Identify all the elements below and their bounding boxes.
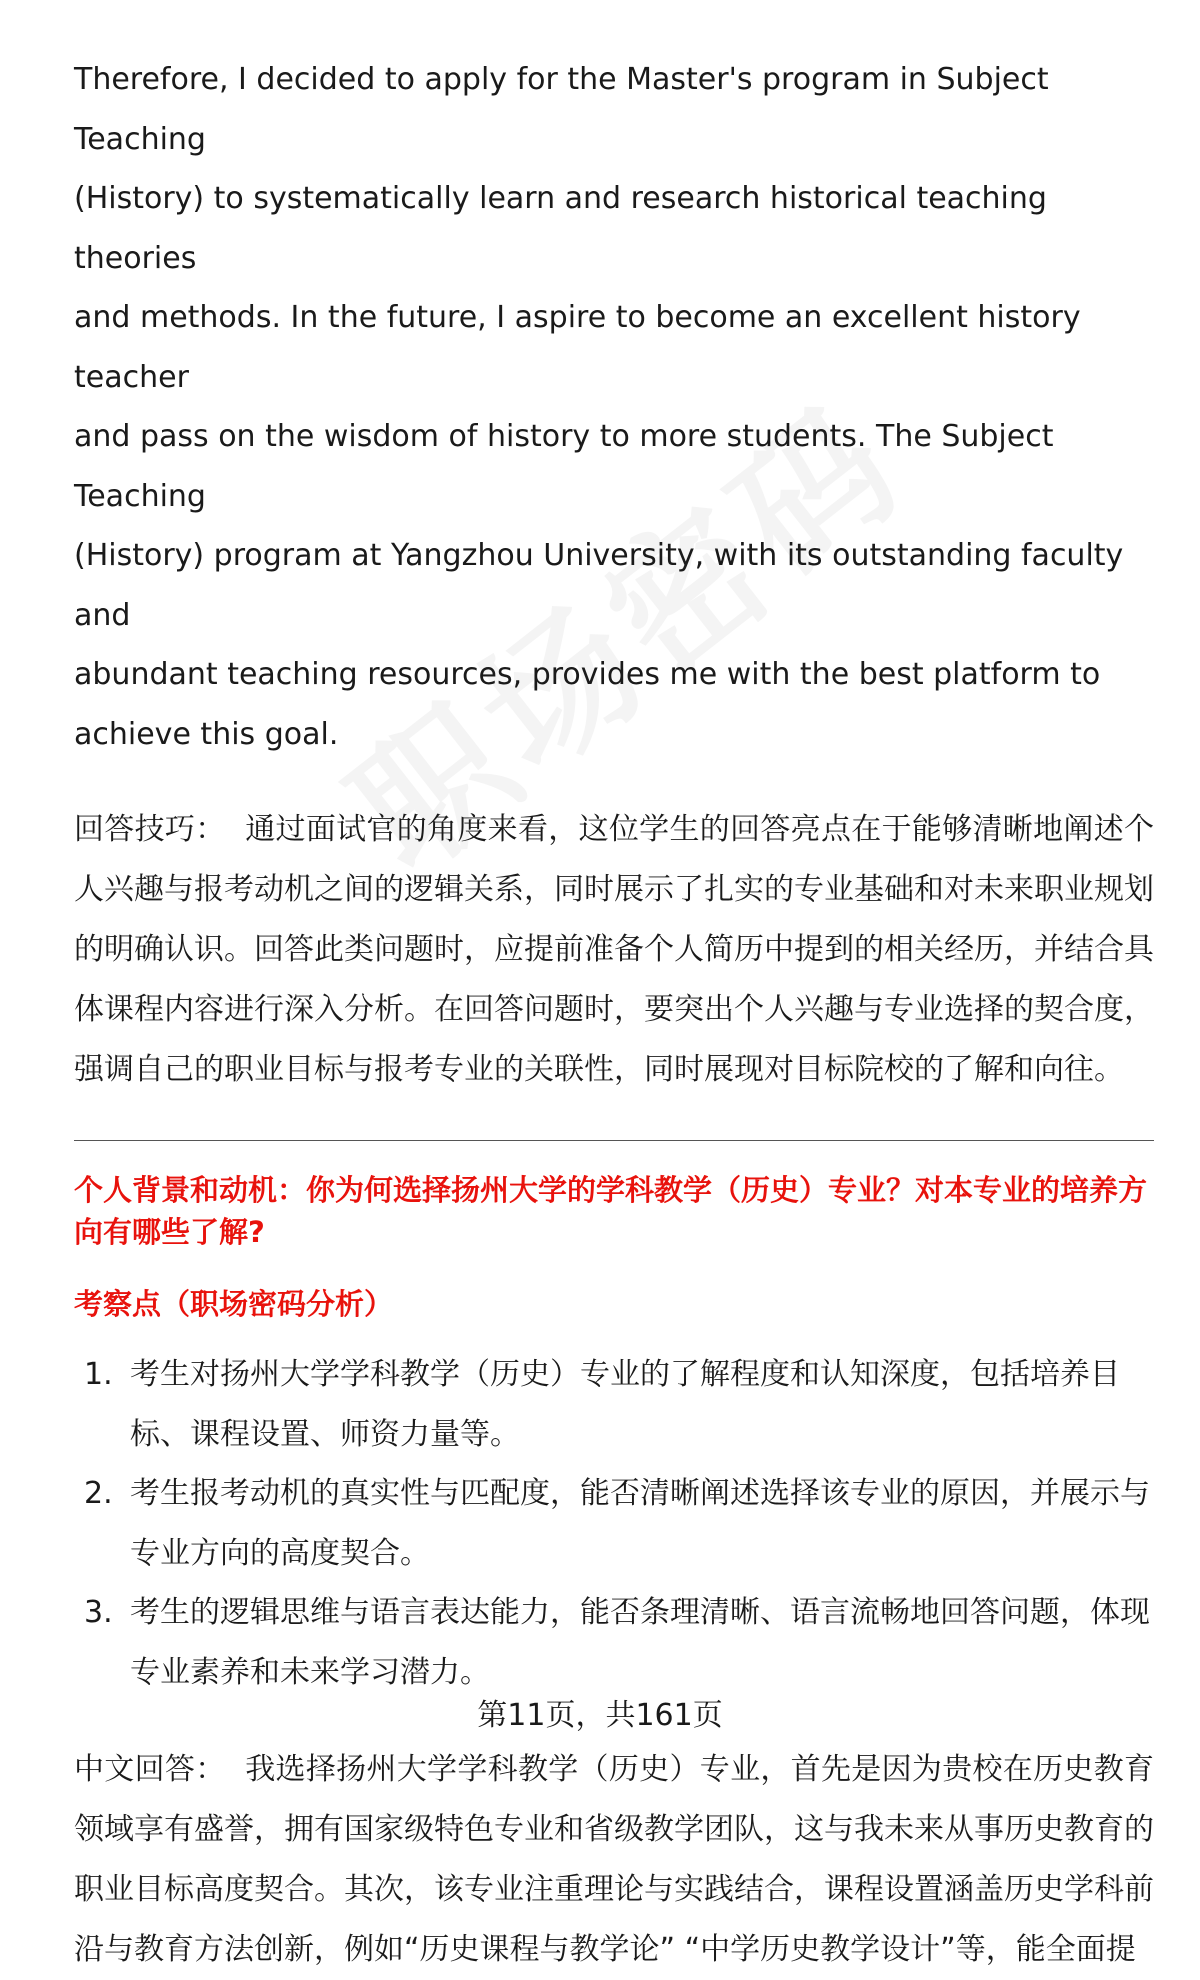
page-number-footer: 第11页，共161页 bbox=[477, 1698, 723, 1733]
text-line: (History) program at Yangzhou University, with its outstanding faculty and bbox=[74, 538, 1124, 633]
list-item-text: 考生报考动机的真实性与匹配度，能否清晰阐述选择该专业的原因，并展示与专业方向的高度契合。 bbox=[130, 1476, 1150, 1571]
list-item bbox=[74, 1583, 1154, 1702]
list-item bbox=[74, 1464, 1154, 1583]
list-number: 2. bbox=[84, 1476, 113, 1511]
text-line: and pass on the wisdom of history to more students. The Subject Teaching bbox=[74, 419, 1054, 514]
english-answer-paragraph bbox=[74, 50, 1154, 764]
list-item-text: 考生的逻辑思维与语言表达能力，能否条理清晰、语言流畅地回答问题，体现专业素养和未来学习潜力。 bbox=[130, 1595, 1150, 1690]
assessment-points-title: 考察点（职场密码分析） bbox=[74, 1287, 394, 1321]
document-page bbox=[74, 50, 1154, 1980]
list-item bbox=[74, 1345, 1154, 1464]
question-heading: 个人背景和动机：你为何选择扬州大学的学科教学（历史）专业？对本专业的培养方向有哪些了解? bbox=[74, 1173, 1148, 1249]
text-line: (History) to systematically learn and research historical teaching theories bbox=[74, 181, 1047, 276]
list-number: 3. bbox=[84, 1595, 113, 1630]
text-line: Therefore, I decided to apply for the Master's program in Subject Teaching bbox=[74, 62, 1049, 157]
chinese-answer-label: 中文回答： bbox=[74, 1752, 226, 1787]
assessment-points-list bbox=[74, 1345, 1154, 1702]
answer-tips-label: 回答技巧： bbox=[74, 812, 226, 847]
text-line: abundant teaching resources, provides me with the best platform to bbox=[74, 657, 1101, 692]
chinese-answer-paragraph bbox=[74, 1740, 1154, 1980]
section-divider bbox=[74, 1140, 1154, 1141]
list-number: 1. bbox=[84, 1357, 113, 1392]
text-line: and methods. In the future, I aspire to become an excellent history teacher bbox=[74, 300, 1081, 395]
list-item-text: 考生对扬州大学学科教学（历史）专业的了解程度和认知深度，包括培养目标、课程设置、师资力量等。 bbox=[130, 1357, 1120, 1452]
answer-tips-paragraph bbox=[74, 800, 1154, 1100]
text-line: achieve this goal. bbox=[74, 716, 339, 752]
answer-tips-text: 通过面试官的角度来看，这位学生的回答亮点在于能够清晰地阐述个人兴趣与报考动机之间的逻辑关系，同时展示了扎实的专业基础和对未来职业规划的明确认识。回答此类问题时，应提前准备个人简历中提到的相关经历，并结合具体课程内容进行深入分析。在回答问题时，要突出个人兴趣与专业选择的契合度，强调自己的职业目标与报考专业的关联性，同时展现对目标院校的了解和向往。 bbox=[74, 812, 1155, 1087]
chinese-answer-text: 我选择扬州大学学科教学（历史）专业，首先是因为贵校在历史教育领域享有盛誉，拥有国家级特色专业和省级教学团队，这与我未来从事历史教育的职业目标高度契合。其次，该专业注重理论与实践结合，课程设置涵盖历史学科前沿与教育方法创新，例如“历史课程与教学论” “中学历史教学设计”等，能全面提 bbox=[74, 1752, 1155, 1967]
